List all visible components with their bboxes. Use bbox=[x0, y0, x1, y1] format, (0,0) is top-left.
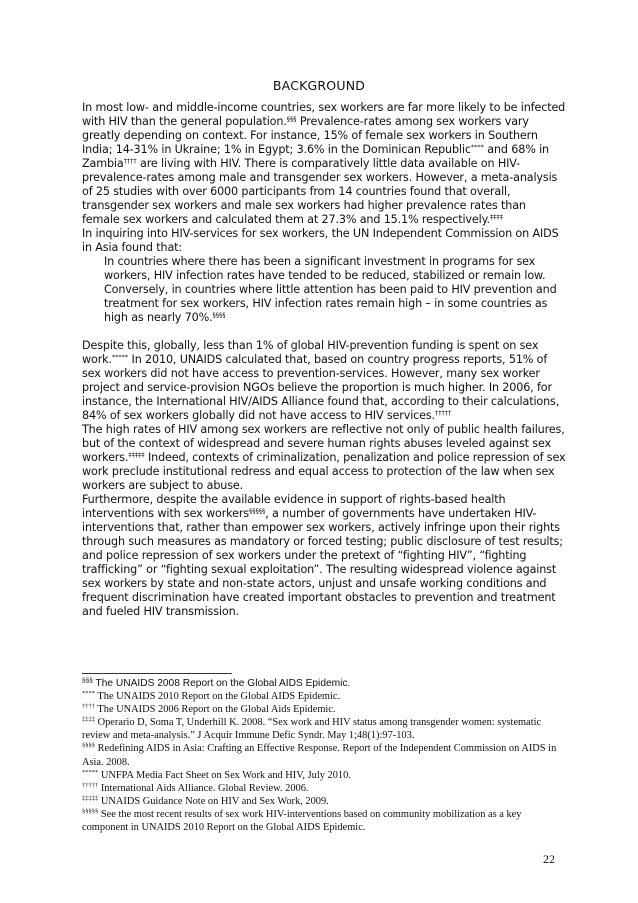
footnote-ref[interactable]: ‡‡‡‡ bbox=[489, 213, 503, 221]
footnote-marker: §§§§§ bbox=[82, 807, 99, 815]
footnote-ref[interactable]: §§§§§ bbox=[248, 507, 266, 515]
footnote-marker: ‡‡‡‡ bbox=[82, 716, 95, 724]
footnote bbox=[82, 703, 566, 716]
footnote bbox=[82, 742, 566, 768]
block-quote bbox=[104, 255, 566, 325]
footnote-ref[interactable]: §§§§ bbox=[212, 311, 226, 319]
paragraph-text: are living with HIV. There is comparatively little data available on HIV-prevalence-rates among male and transgender sex workers. However, a meta-analysis of 25 studies with over 6000 participants from 14 countries found that overall, transgender sex workers and male sex workers had higher prevalence rates than female sex workers and calculated them at 27.3% and 15.1% respectively. bbox=[82, 157, 558, 226]
paragraph-text: The high rates of HIV among sex workers are reflective not only of public health failures, but of the context of widespread and severe human rights abuses leveled against sex workers. bbox=[82, 423, 565, 464]
paragraph-commission: In inquiring into HIV-services for sex workers, the UN Independent Commission on AIDS in Asia found that: bbox=[82, 227, 559, 254]
quote-text: In countries where there has been a significant investment in programs for sex workers, HIV infection rates have tended to be reduced, stabilized or remain low. Conversely, in countries where little attention has been paid to HIV prevention and treatment for sex workers, HIV infection rates remain high – in some countries as high as nearly 70%. bbox=[104, 255, 557, 324]
paragraph-text: Despite this, globally, less than 1% of global HIV-prevention funding is spent on sex work. bbox=[82, 339, 539, 366]
footnote-text: International Aids Alliance. Global Review. 2006. bbox=[98, 782, 309, 794]
paragraph-text: Indeed, contexts of criminalization, penalization and police repression of sex work preclude institutional redress and equal access to protection of the law when sex workers are subject to abuse. bbox=[82, 451, 566, 492]
footnote-ref[interactable]: **** bbox=[470, 143, 484, 151]
footnote-text: UNFPA Media Fact Sheet on Sex Work and HIV, July 2010. bbox=[98, 769, 351, 781]
section-heading: BACKGROUND bbox=[272, 78, 366, 93]
footnote-ref[interactable]: ***** bbox=[111, 353, 129, 361]
footnote bbox=[82, 795, 566, 808]
footnote bbox=[82, 769, 566, 782]
footnote-ref[interactable]: ††††† bbox=[434, 409, 452, 417]
footnote-text: Redefining AIDS in Asia: Crafting an Effective Response. Report of the Independent Commission on AIDS in Asia. 2008. bbox=[82, 743, 557, 768]
footnote-marker: §§§ bbox=[82, 677, 93, 684]
footnote-marker: ††††† bbox=[82, 781, 99, 789]
paragraph-text: and 68% in Zambia bbox=[82, 143, 549, 170]
footnote bbox=[82, 808, 566, 834]
footnote bbox=[82, 677, 566, 690]
footnote-separator bbox=[82, 673, 232, 674]
footnote-ref[interactable]: ‡‡‡‡‡ bbox=[128, 451, 145, 459]
footnote bbox=[82, 716, 566, 742]
paragraph-text: Furthermore, despite the available evidence in support of rights-based health interventions with sex workers bbox=[82, 493, 506, 520]
footnote-text: The UNAIDS 2008 Report on the Global AIDS Epidemic. bbox=[92, 678, 351, 689]
footnote-text: UNAIDS Guidance Note on HIV and Sex Work, 2009. bbox=[98, 795, 329, 807]
footnotes bbox=[82, 677, 566, 834]
footnote-marker: ‡‡‡‡‡ bbox=[82, 794, 99, 802]
footnote-text: The UNAIDS 2010 Report on the Global AIDS Epidemic. bbox=[95, 691, 341, 703]
paragraph-human-rights bbox=[82, 423, 566, 493]
footnote bbox=[82, 782, 566, 795]
paragraph-interventions bbox=[82, 493, 566, 619]
paragraph-text: In most low- and middle-income countries, sex workers are far more likely to be infected with HIV than the general population. bbox=[82, 101, 566, 128]
footnote-text: See the most recent results of sex work HIV-interventions based on community mobilization as a key component in UNAIDS 2010 Report on the Global AIDS Epidemic. bbox=[82, 808, 522, 834]
footnote-marker: ***** bbox=[82, 768, 99, 776]
paragraph-prevalence bbox=[82, 101, 566, 227]
footnote-ref[interactable]: §§§ bbox=[286, 115, 297, 123]
paragraph-text: , a number of governments have undertaken HIV-interventions that, rather than empower sex workers, actively infringe upon their rights through such measures as mandatory or forced testing; public disclosure of test results; and police repression of sex workers under the pretext of “fighting HIV”, “fighting trafficking” or “fighting sexual exploitation”. The resulting widespread violence against sex workers by state and non-state actors, unjust and unsafe working conditions and frequent discrimination have created important obstacles to prevention and treatment and fueled HIV transmission. bbox=[82, 507, 563, 618]
footnote-marker: †††† bbox=[82, 703, 95, 711]
footnote-text: Operario D, Soma T, Underhill K. 2008. “Sex work and HIV status among transgender women: systematic review and meta-analysis.” J Acquir Immune Defic Syndr. May 1;48(1):97-103. bbox=[82, 717, 542, 742]
body-text bbox=[82, 101, 566, 619]
footnote bbox=[82, 690, 566, 703]
paragraph-funding bbox=[82, 339, 566, 423]
footnote-marker: §§§§ bbox=[82, 742, 95, 750]
footnote-ref[interactable]: †††† bbox=[123, 157, 137, 165]
footnote-text: The UNAIDS 2006 Report on the Global Aids Epidemic. bbox=[95, 704, 336, 716]
footnote-marker: **** bbox=[82, 690, 95, 698]
paragraph-text: In 2010, UNAIDS calculated that, based on country progress reports, 51% of sex workers did not have access to prevention-services. However, many sex worker project and service-provision NGOs believe the proportion is much higher. In 2006, for instance, the International HIV/AIDS Alliance found that, according to their calculations, 84% of sex workers globally did not have access to HIV services. bbox=[82, 353, 560, 422]
paragraph-text: Prevalence-rates among sex workers vary greatly depending on context. For instance, 15% of female sex workers in Southern India; 14-31% in Ukraine; 1% in Egypt; 3.6% in the Dominican Republic bbox=[82, 115, 538, 156]
page-number: 22 bbox=[543, 852, 555, 866]
